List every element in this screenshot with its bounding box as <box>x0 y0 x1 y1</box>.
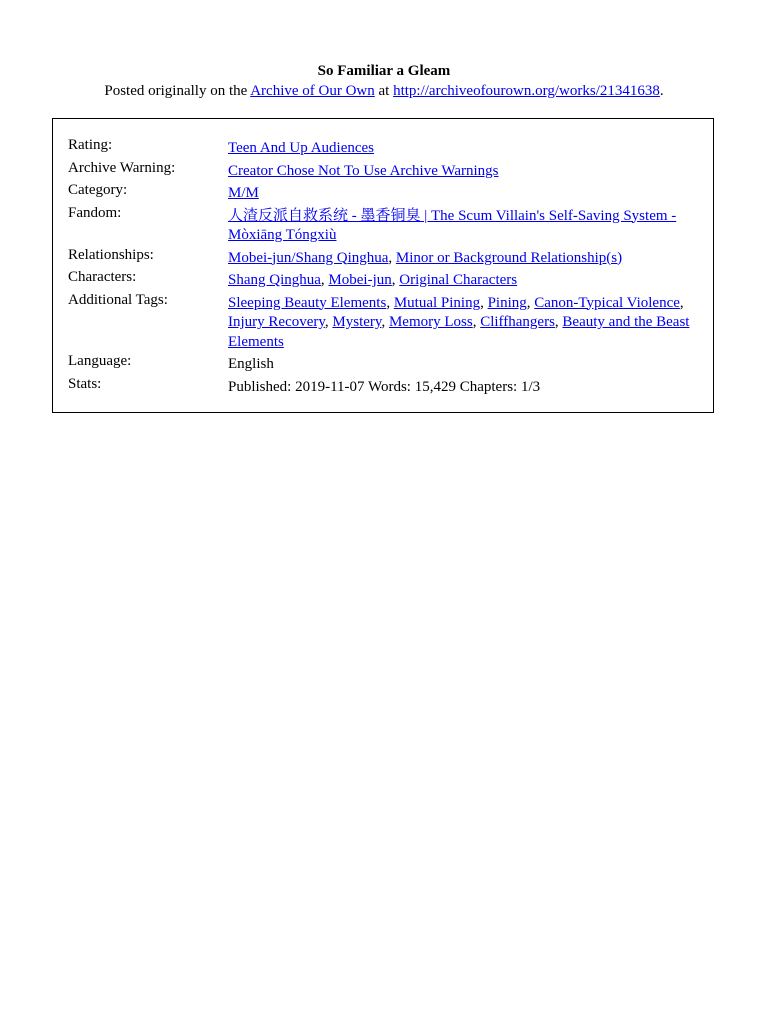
fandom-value <box>228 204 702 246</box>
tag-link[interactable]: Canon-Typical Violence <box>534 294 680 311</box>
meta-row-stats <box>68 375 702 398</box>
language-label: Language: <box>68 353 132 369</box>
tag-link[interactable]: Original Characters <box>399 272 518 288</box>
additional-tags-label: Additional Tags: <box>68 291 168 308</box>
rating-value <box>228 136 702 159</box>
meta-row-characters <box>68 268 702 291</box>
tag-link[interactable]: Pining <box>487 294 527 311</box>
work-title: So Familiar a Gleam <box>317 63 451 79</box>
tag-link[interactable]: Creator Chose Not To Use Archive Warnings <box>228 162 499 179</box>
meta-row-language <box>68 352 702 375</box>
posted-prefix: Posted originally on the <box>104 83 251 99</box>
tag-link[interactable]: M/M <box>228 185 259 201</box>
language-value: English <box>228 356 274 372</box>
tag-link[interactable]: Sleeping Beauty Elements <box>228 294 387 311</box>
tag-link[interactable]: Minor or Background Relationship(s) <box>395 249 623 266</box>
meta-row-category <box>68 181 702 204</box>
warning-label: Archive Warning: <box>68 159 176 176</box>
relationships-value: Mobei-jun/Shang Qinghua, Minor or Background Relationship(s) <box>228 249 623 266</box>
tag-link[interactable]: Beauty and the Beast Elements <box>228 314 690 350</box>
characters-value: Shang Qinghua, Mobei-jun, Original Characters <box>228 272 518 288</box>
posted-suffix: . <box>659 83 664 99</box>
tag-link[interactable]: Shang Qinghua <box>228 272 321 288</box>
additional-tags-value: Sleeping Beauty Elements, Mutual Pining, Pining, Canon-Typical Violence, Injury Recovery, Mystery, Memory Loss, Cliffhangers, Beauty and the Beast Elements <box>228 294 690 350</box>
archive-link[interactable]: Archive of Our Own <box>250 83 375 99</box>
work-meta-table <box>68 136 702 397</box>
posted-middle: at <box>374 83 394 99</box>
posted-line <box>0 82 768 101</box>
tag-link[interactable]: Teen And Up Audiences <box>228 140 375 156</box>
tag-link[interactable]: Mystery <box>332 314 382 330</box>
work-url-link[interactable]: http://archiveofourown.org/works/21341638 <box>393 83 660 99</box>
characters-label: Characters: <box>68 269 137 285</box>
tag-link[interactable]: 人渣反派自救系统 - 墨香铜臭 | The Scum Villain's Self-Saving System - Mòxiāng Tóngxiù <box>228 207 677 243</box>
meta-row-fandom <box>68 204 702 246</box>
stats-value: Published: 2019-11-07 Words: 15,429 Chapters: 1/3 <box>228 378 541 395</box>
fandom-label: Fandom: <box>68 204 122 221</box>
category-label: Category: <box>68 182 128 198</box>
meta-row-warning <box>68 159 702 182</box>
tag-link[interactable]: Cliffhangers <box>480 314 555 330</box>
category-value <box>228 181 702 204</box>
warning-value <box>228 159 702 182</box>
tag-link[interactable]: Mobei-jun <box>328 272 392 288</box>
meta-row-rating <box>68 136 702 159</box>
work-meta-box <box>52 118 714 413</box>
tag-link[interactable]: Injury Recovery <box>228 314 325 330</box>
relationships-label: Relationships: <box>68 246 154 263</box>
tag-link[interactable]: Mutual Pining <box>393 294 481 311</box>
tag-link[interactable]: Memory Loss <box>388 314 473 330</box>
rating-label: Rating: <box>68 137 113 153</box>
tag-link[interactable]: Mobei-jun/Shang Qinghua <box>228 249 389 266</box>
stats-label: Stats: <box>68 375 102 392</box>
meta-row-additional-tags <box>68 291 702 353</box>
meta-row-relationships <box>68 246 702 269</box>
